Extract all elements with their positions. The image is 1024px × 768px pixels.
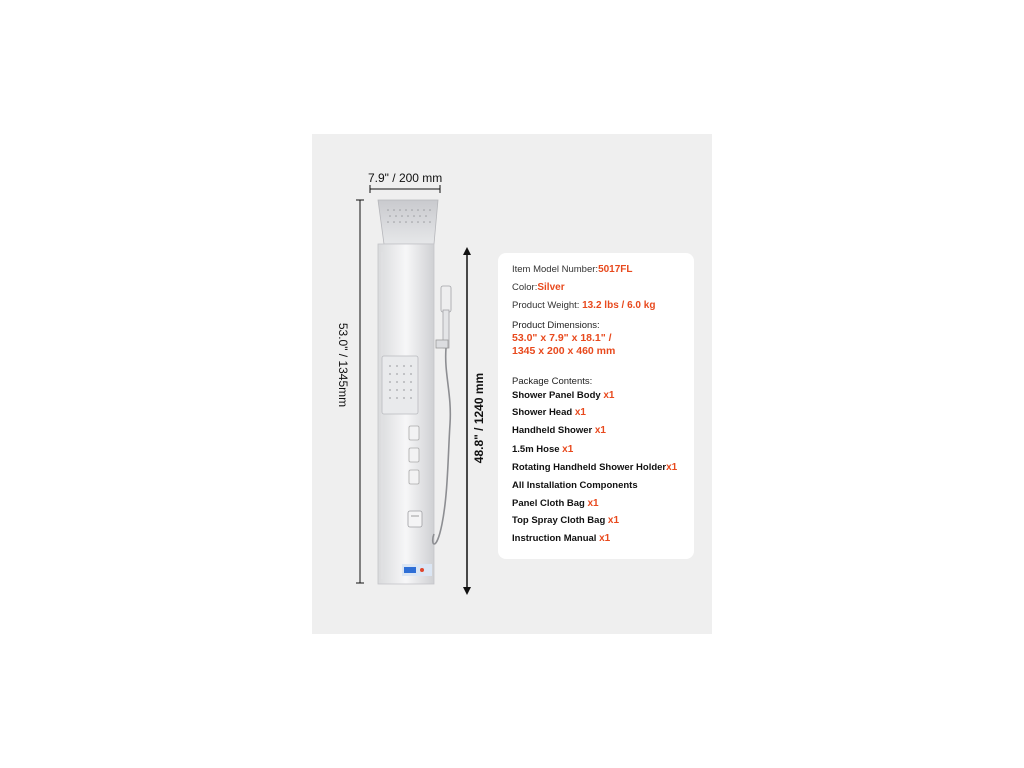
spec-card xyxy=(498,253,694,559)
model-row xyxy=(512,264,633,275)
color-value: Silver xyxy=(537,282,565,293)
package-item-name: Shower Panel Body xyxy=(512,390,601,401)
package-item-qty: x1 xyxy=(607,515,620,526)
led-display xyxy=(402,564,432,576)
package-item xyxy=(512,425,606,436)
inner-height-arrow xyxy=(463,247,471,595)
package-item xyxy=(512,462,677,473)
package-item xyxy=(512,498,599,509)
package-item-qty: x1 xyxy=(562,444,574,455)
inner-height-dimension-label: 48.8" / 1240 mm xyxy=(472,372,486,464)
temperature-knob xyxy=(408,511,422,527)
color-row xyxy=(512,282,565,293)
package-item-name: All Installation Components xyxy=(512,480,638,491)
shower-hose xyxy=(433,348,451,544)
package-item-name: Shower Head xyxy=(512,407,573,418)
package-item-qty: x1 xyxy=(574,407,586,418)
package-item-name: Handheld Shower xyxy=(512,425,593,436)
dimensions-label: Product Dimensions: xyxy=(512,320,600,331)
weight-value: 13.2 lbs / 6.0 kg xyxy=(582,300,656,311)
color-label: Color: xyxy=(512,282,538,293)
weight-row xyxy=(512,300,655,311)
height-dimension-line xyxy=(356,200,364,583)
package-item-name: Instruction Manual xyxy=(512,533,597,544)
package-item-qty: x1 xyxy=(603,390,615,401)
package-item-qty: x1 xyxy=(587,498,599,509)
model-label: Item Model Number: xyxy=(512,264,599,275)
package-item xyxy=(512,533,610,544)
package-item xyxy=(512,407,586,418)
package-item-name: Panel Cloth Bag xyxy=(512,498,585,509)
dimensions-value-imperial: 53.0" x 7.9" x 18.1" / xyxy=(512,332,612,344)
height-dimension-label: 53.0" / 1345mm xyxy=(336,322,350,408)
package-item-name: Rotating Handheld Shower Holder xyxy=(512,462,667,473)
package-item-qty: x1 xyxy=(666,462,678,473)
rain-shower-head xyxy=(378,200,438,244)
package-item-name: 1.5m Hose xyxy=(512,444,560,455)
package-contents-label: Package Contents: xyxy=(512,376,593,387)
package-item xyxy=(512,515,619,526)
width-dimension-label: 7.9" / 200 mm xyxy=(368,171,443,185)
package-item-qty: x1 xyxy=(594,425,606,436)
package-item xyxy=(512,390,614,401)
width-dimension-line xyxy=(370,185,440,193)
package-item xyxy=(512,480,638,491)
handheld-shower xyxy=(436,286,451,348)
model-value: 5017FL xyxy=(598,264,633,275)
package-item xyxy=(512,444,573,455)
weight-label: Product Weight: xyxy=(512,300,580,311)
diverter-knobs xyxy=(409,426,419,484)
package-item-name: Top Spray Cloth Bag xyxy=(512,515,606,526)
dimensions-value-metric: 1345 x 200 x 460 mm xyxy=(512,345,616,357)
package-item-qty: x1 xyxy=(599,533,611,544)
body-jet xyxy=(382,356,418,414)
